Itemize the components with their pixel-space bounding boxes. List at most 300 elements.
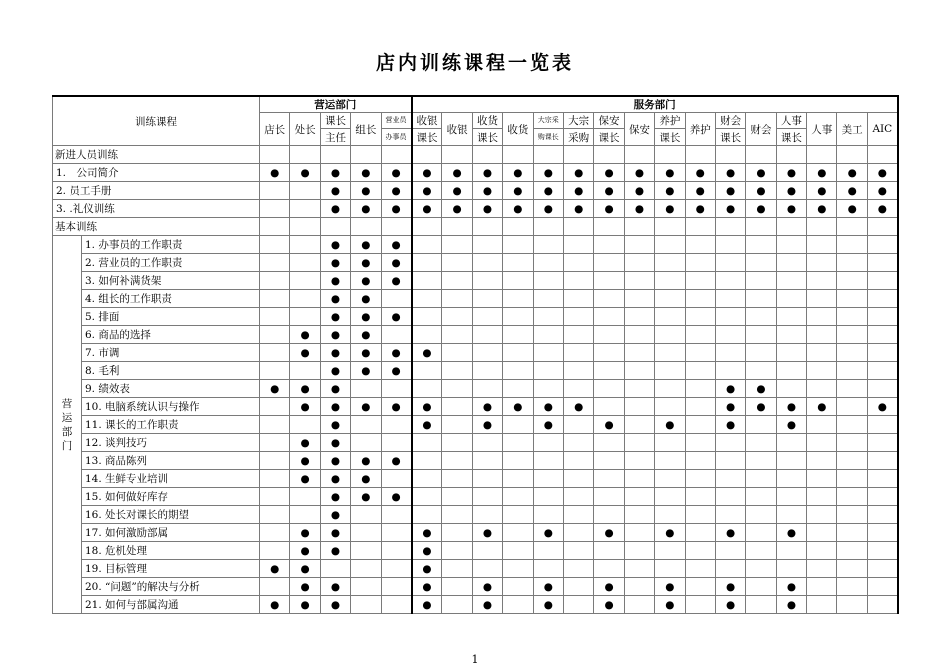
empty-cell xyxy=(412,362,442,380)
empty-cell xyxy=(655,470,685,488)
empty-cell xyxy=(867,254,897,272)
empty-cell xyxy=(837,434,867,452)
empty-cell xyxy=(837,488,867,506)
empty-cell xyxy=(624,596,654,614)
empty-cell xyxy=(290,362,320,380)
empty-cell xyxy=(807,326,837,344)
attendance-dot: ● xyxy=(442,182,472,200)
empty-cell xyxy=(624,380,654,398)
empty-cell xyxy=(807,380,837,398)
empty-cell xyxy=(685,506,715,524)
empty-cell xyxy=(503,290,533,308)
empty-cell xyxy=(715,470,745,488)
attendance-dot: ● xyxy=(746,182,776,200)
empty-cell xyxy=(776,488,806,506)
role-header-c17: 财会 xyxy=(746,113,776,146)
attendance-dot: ● xyxy=(320,542,350,560)
empty-cell xyxy=(290,254,320,272)
empty-cell xyxy=(442,506,472,524)
empty-cell xyxy=(442,596,472,614)
empty-cell xyxy=(655,362,685,380)
attendance-dot: ● xyxy=(472,416,502,434)
attendance-dot: ● xyxy=(351,200,381,218)
empty-cell xyxy=(472,470,502,488)
table-row xyxy=(53,200,898,218)
empty-cell xyxy=(594,344,624,362)
attendance-dot: ● xyxy=(351,290,381,308)
attendance-dot: ● xyxy=(381,488,411,506)
empty-cell xyxy=(442,542,472,560)
empty-cell xyxy=(320,146,350,164)
empty-cell xyxy=(442,488,472,506)
table-row xyxy=(53,506,898,524)
empty-cell xyxy=(867,344,897,362)
empty-cell xyxy=(351,218,381,236)
empty-cell xyxy=(715,254,745,272)
empty-cell xyxy=(776,560,806,578)
empty-cell xyxy=(655,452,685,470)
role-header-c19: 人事 xyxy=(807,113,837,146)
empty-cell xyxy=(594,308,624,326)
course-name: 12. 谈判技巧 xyxy=(82,434,260,452)
attendance-dot: ● xyxy=(320,200,350,218)
attendance-dot: ● xyxy=(260,164,290,182)
attendance-dot: ● xyxy=(715,200,745,218)
empty-cell xyxy=(867,236,897,254)
attendance-dot: ● xyxy=(320,434,350,452)
attendance-dot: ● xyxy=(320,380,350,398)
empty-cell xyxy=(503,218,533,236)
empty-cell xyxy=(472,488,502,506)
empty-cell xyxy=(837,362,867,380)
empty-cell xyxy=(472,218,502,236)
empty-cell xyxy=(624,326,654,344)
table-row xyxy=(53,344,898,362)
attendance-dot: ● xyxy=(594,524,624,542)
attendance-dot: ● xyxy=(837,164,867,182)
course-name: 3. .礼仪训练 xyxy=(53,200,260,218)
empty-cell xyxy=(807,506,837,524)
empty-cell xyxy=(503,236,533,254)
empty-cell xyxy=(563,308,593,326)
empty-cell xyxy=(807,542,837,560)
empty-cell xyxy=(381,506,411,524)
empty-cell xyxy=(260,182,290,200)
empty-cell xyxy=(533,236,563,254)
empty-cell xyxy=(867,272,897,290)
empty-cell xyxy=(685,326,715,344)
empty-cell xyxy=(715,326,745,344)
empty-cell xyxy=(807,434,837,452)
empty-cell xyxy=(563,596,593,614)
attendance-dot: ● xyxy=(351,452,381,470)
attendance-dot: ● xyxy=(807,200,837,218)
attendance-dot: ● xyxy=(442,200,472,218)
attendance-dot: ● xyxy=(594,164,624,182)
empty-cell xyxy=(624,254,654,272)
empty-cell xyxy=(533,560,563,578)
empty-cell xyxy=(685,362,715,380)
empty-cell xyxy=(837,416,867,434)
empty-cell xyxy=(381,542,411,560)
empty-cell xyxy=(381,434,411,452)
empty-cell xyxy=(594,488,624,506)
attendance-dot: ● xyxy=(624,164,654,182)
attendance-dot: ● xyxy=(533,398,563,416)
role-header-c13: 保安 xyxy=(624,113,654,146)
course-name: 14. 生鲜专业培训 xyxy=(82,470,260,488)
empty-cell xyxy=(260,254,290,272)
empty-cell xyxy=(472,272,502,290)
attendance-dot: ● xyxy=(715,380,745,398)
attendance-dot: ● xyxy=(533,596,563,614)
empty-cell xyxy=(412,146,442,164)
empty-cell xyxy=(776,380,806,398)
empty-cell xyxy=(837,596,867,614)
empty-cell xyxy=(503,308,533,326)
empty-cell xyxy=(715,560,745,578)
empty-cell xyxy=(563,236,593,254)
course-name: 18. 危机处理 xyxy=(82,542,260,560)
empty-cell xyxy=(746,236,776,254)
attendance-dot: ● xyxy=(381,236,411,254)
attendance-dot: ● xyxy=(776,578,806,596)
table-row xyxy=(53,326,898,344)
empty-cell xyxy=(685,290,715,308)
empty-cell xyxy=(563,218,593,236)
empty-cell xyxy=(837,470,867,488)
empty-cell xyxy=(533,344,563,362)
attendance-dot: ● xyxy=(533,164,563,182)
empty-cell xyxy=(533,380,563,398)
table-row xyxy=(53,560,898,578)
empty-cell xyxy=(837,218,867,236)
table-row xyxy=(53,542,898,560)
role-header-c6-line1: 收银 xyxy=(412,113,442,129)
empty-cell xyxy=(412,470,442,488)
empty-cell xyxy=(503,146,533,164)
empty-cell xyxy=(503,416,533,434)
empty-cell xyxy=(412,218,442,236)
empty-cell xyxy=(351,596,381,614)
empty-cell xyxy=(715,236,745,254)
course-name: 9. 绩效表 xyxy=(82,380,260,398)
attendance-dot: ● xyxy=(412,560,442,578)
role-header-c18-line1: 人事 xyxy=(776,113,806,129)
attendance-dot: ● xyxy=(746,380,776,398)
empty-cell xyxy=(442,560,472,578)
attendance-dot: ● xyxy=(503,164,533,182)
empty-cell xyxy=(624,524,654,542)
attendance-dot: ● xyxy=(320,290,350,308)
attendance-dot: ● xyxy=(412,596,442,614)
empty-cell xyxy=(290,416,320,434)
attendance-dot: ● xyxy=(290,164,320,182)
empty-cell xyxy=(624,308,654,326)
empty-cell xyxy=(290,488,320,506)
attendance-dot: ● xyxy=(320,488,350,506)
attendance-dot: ● xyxy=(320,578,350,596)
empty-cell xyxy=(776,326,806,344)
empty-cell xyxy=(715,290,745,308)
attendance-dot: ● xyxy=(381,344,411,362)
section-row xyxy=(53,218,898,236)
empty-cell xyxy=(594,236,624,254)
attendance-dot: ● xyxy=(472,200,502,218)
attendance-dot: ● xyxy=(655,416,685,434)
empty-cell xyxy=(594,452,624,470)
empty-cell xyxy=(655,272,685,290)
empty-cell xyxy=(624,470,654,488)
empty-cell xyxy=(563,488,593,506)
empty-cell xyxy=(381,416,411,434)
section-title: 基本训练 xyxy=(53,218,260,236)
course-name: 3. 如何补满货架 xyxy=(82,272,260,290)
empty-cell xyxy=(837,254,867,272)
empty-cell xyxy=(351,560,381,578)
table-row xyxy=(53,164,898,182)
attendance-dot: ● xyxy=(685,164,715,182)
empty-cell xyxy=(503,560,533,578)
attendance-dot: ● xyxy=(624,182,654,200)
empty-cell xyxy=(807,290,837,308)
empty-cell xyxy=(715,434,745,452)
attendance-dot: ● xyxy=(776,398,806,416)
attendance-dot: ● xyxy=(290,452,320,470)
attendance-dot: ● xyxy=(320,308,350,326)
empty-cell xyxy=(472,434,502,452)
empty-cell xyxy=(776,308,806,326)
attendance-dot: ● xyxy=(594,596,624,614)
empty-cell xyxy=(807,452,837,470)
empty-cell xyxy=(290,182,320,200)
row-group-char: 门 xyxy=(61,439,73,452)
table-row xyxy=(53,488,898,506)
empty-cell xyxy=(381,326,411,344)
empty-cell xyxy=(412,488,442,506)
table-row xyxy=(53,380,898,398)
empty-cell xyxy=(442,290,472,308)
empty-cell xyxy=(563,560,593,578)
empty-cell xyxy=(776,542,806,560)
empty-cell xyxy=(563,416,593,434)
attendance-dot: ● xyxy=(412,182,442,200)
attendance-dot: ● xyxy=(290,596,320,614)
attendance-dot: ● xyxy=(412,416,442,434)
course-name: 1. 办事员的工作职责 xyxy=(82,236,260,254)
empty-cell xyxy=(533,308,563,326)
empty-cell xyxy=(867,434,897,452)
empty-cell xyxy=(503,254,533,272)
attendance-dot: ● xyxy=(320,524,350,542)
empty-cell xyxy=(837,290,867,308)
empty-cell xyxy=(503,380,533,398)
empty-cell xyxy=(563,524,593,542)
attendance-dot: ● xyxy=(503,200,533,218)
empty-cell xyxy=(624,290,654,308)
attendance-dot: ● xyxy=(715,524,745,542)
attendance-dot: ● xyxy=(776,182,806,200)
attendance-dot: ● xyxy=(807,164,837,182)
empty-cell xyxy=(655,236,685,254)
empty-cell xyxy=(533,290,563,308)
role-header-c14-line1: 养护 xyxy=(655,113,685,129)
empty-cell xyxy=(624,434,654,452)
row-group-char: 营 xyxy=(61,397,73,410)
course-name: 2. 员工手册 xyxy=(53,182,260,200)
empty-cell xyxy=(472,254,502,272)
attendance-dot: ● xyxy=(320,182,350,200)
empty-cell xyxy=(533,254,563,272)
empty-cell xyxy=(624,398,654,416)
empty-cell xyxy=(503,362,533,380)
attendance-dot: ● xyxy=(320,596,350,614)
empty-cell xyxy=(776,146,806,164)
empty-cell xyxy=(594,362,624,380)
empty-cell xyxy=(807,488,837,506)
empty-cell xyxy=(503,272,533,290)
empty-cell xyxy=(624,560,654,578)
attendance-dot: ● xyxy=(624,200,654,218)
empty-cell xyxy=(563,290,593,308)
empty-cell xyxy=(746,524,776,542)
empty-cell xyxy=(776,344,806,362)
attendance-dot: ● xyxy=(351,488,381,506)
empty-cell xyxy=(594,254,624,272)
empty-cell xyxy=(685,344,715,362)
empty-cell xyxy=(685,272,715,290)
attendance-dot: ● xyxy=(594,578,624,596)
role-header-c8-line2: 课长 xyxy=(472,129,502,146)
attendance-dot: ● xyxy=(320,362,350,380)
table-row xyxy=(53,452,898,470)
empty-cell xyxy=(746,596,776,614)
empty-cell xyxy=(260,434,290,452)
empty-cell xyxy=(685,416,715,434)
empty-cell xyxy=(381,290,411,308)
attendance-dot: ● xyxy=(412,524,442,542)
empty-cell xyxy=(351,146,381,164)
empty-cell xyxy=(472,542,502,560)
empty-cell xyxy=(867,560,897,578)
attendance-dot: ● xyxy=(351,272,381,290)
attendance-dot: ● xyxy=(746,200,776,218)
role-header-c11-line1: 大宗 xyxy=(563,113,593,129)
attendance-dot: ● xyxy=(290,524,320,542)
attendance-dot: ● xyxy=(655,524,685,542)
empty-cell xyxy=(746,560,776,578)
empty-cell xyxy=(746,452,776,470)
attendance-dot: ● xyxy=(776,164,806,182)
course-name: 16. 处长对课长的期望 xyxy=(82,506,260,524)
empty-cell xyxy=(594,326,624,344)
attendance-dot: ● xyxy=(594,416,624,434)
attendance-dot: ● xyxy=(381,362,411,380)
table-row xyxy=(53,596,898,614)
empty-cell xyxy=(655,434,685,452)
empty-cell xyxy=(624,578,654,596)
role-header-c5-line1: 营业员 xyxy=(381,113,411,129)
attendance-dot: ● xyxy=(290,326,320,344)
course-name: 1. 公司简介 xyxy=(53,164,260,182)
course-name: 6. 商品的选择 xyxy=(82,326,260,344)
attendance-dot: ● xyxy=(503,398,533,416)
empty-cell xyxy=(685,452,715,470)
empty-cell xyxy=(624,506,654,524)
empty-cell xyxy=(260,542,290,560)
empty-cell xyxy=(867,380,897,398)
empty-cell xyxy=(807,362,837,380)
empty-cell xyxy=(746,416,776,434)
empty-cell xyxy=(655,254,685,272)
empty-cell xyxy=(381,380,411,398)
attendance-dot: ● xyxy=(320,470,350,488)
empty-cell xyxy=(867,470,897,488)
empty-cell xyxy=(442,146,472,164)
empty-cell xyxy=(685,308,715,326)
empty-cell xyxy=(320,218,350,236)
attendance-dot: ● xyxy=(351,470,381,488)
empty-cell xyxy=(351,380,381,398)
empty-cell xyxy=(472,452,502,470)
attendance-dot: ● xyxy=(351,344,381,362)
role-header-c11-line2: 采购 xyxy=(563,129,593,146)
attendance-dot: ● xyxy=(290,470,320,488)
empty-cell xyxy=(867,542,897,560)
empty-cell xyxy=(594,218,624,236)
empty-cell xyxy=(260,452,290,470)
role-header-c1: 店长 xyxy=(260,113,290,146)
attendance-dot: ● xyxy=(715,164,745,182)
course-name: 20. “问题”的解决与分析 xyxy=(82,578,260,596)
empty-cell xyxy=(594,272,624,290)
empty-cell xyxy=(746,578,776,596)
empty-cell xyxy=(260,326,290,344)
empty-cell xyxy=(412,308,442,326)
empty-cell xyxy=(807,578,837,596)
empty-cell xyxy=(837,398,867,416)
empty-cell xyxy=(867,218,897,236)
attendance-dot: ● xyxy=(867,164,897,182)
empty-cell xyxy=(655,542,685,560)
attendance-dot: ● xyxy=(655,182,685,200)
attendance-dot: ● xyxy=(260,560,290,578)
empty-cell xyxy=(776,236,806,254)
empty-cell xyxy=(867,362,897,380)
role-header-c9: 收货 xyxy=(503,113,533,146)
empty-cell xyxy=(442,344,472,362)
empty-cell xyxy=(624,236,654,254)
attendance-dot: ● xyxy=(533,416,563,434)
empty-cell xyxy=(442,416,472,434)
attendance-dot: ● xyxy=(320,254,350,272)
empty-cell xyxy=(776,452,806,470)
attendance-dot: ● xyxy=(776,416,806,434)
empty-cell xyxy=(260,506,290,524)
empty-cell xyxy=(594,434,624,452)
empty-cell xyxy=(503,596,533,614)
empty-cell xyxy=(746,272,776,290)
empty-cell xyxy=(563,578,593,596)
attendance-dot: ● xyxy=(412,200,442,218)
empty-cell xyxy=(260,416,290,434)
empty-cell xyxy=(594,290,624,308)
attendance-dot: ● xyxy=(290,398,320,416)
table-row xyxy=(53,290,898,308)
empty-cell xyxy=(655,560,685,578)
attendance-dot: ● xyxy=(655,200,685,218)
role-header-c10-line2: 购课长 xyxy=(533,129,563,146)
